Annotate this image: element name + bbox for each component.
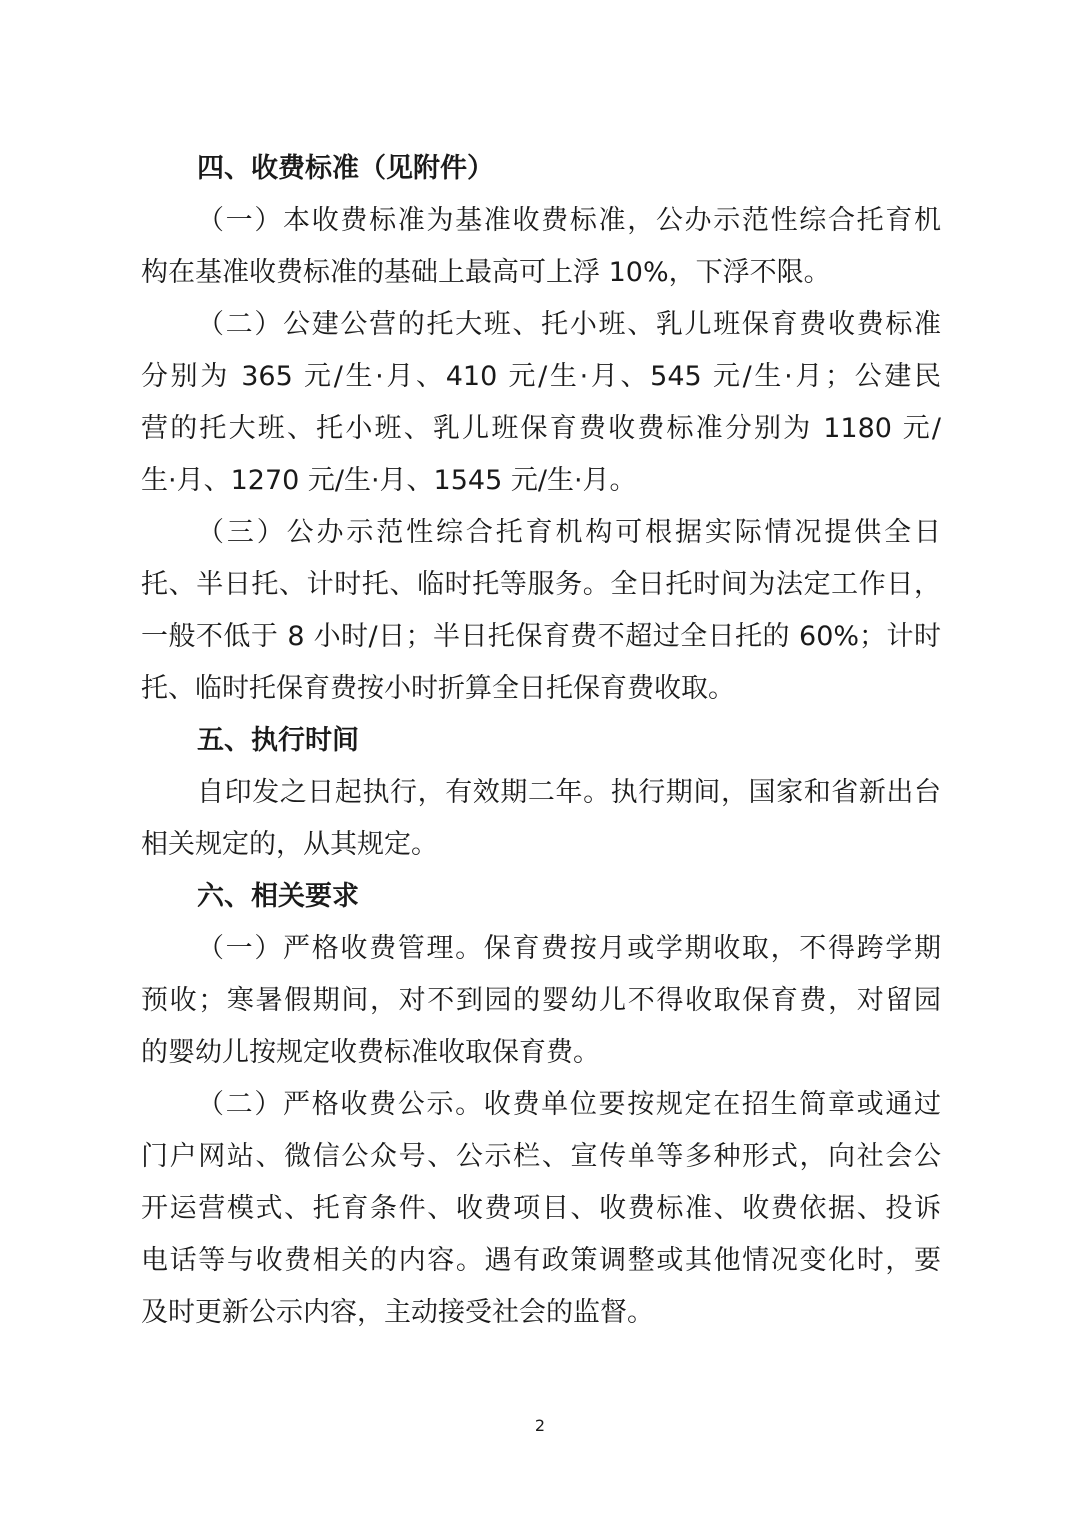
paragraph-line: 门户网站、微信公众号、公示栏、宣传单等多种形式，向社会公 — [141, 1141, 941, 1172]
paragraph-line: 生·月、1270 元/生·月、1545 元/生·月。 — [141, 465, 637, 496]
paragraph-line: 一般不低于 8 小时/日；半日托保育费不超过全日托的 60%；计时 — [141, 621, 941, 652]
paragraph-line: 营的托大班、托小班、乳儿班保育费收费标准分别为 1180 元/ — [141, 413, 941, 444]
paragraph-line: 电话等与收费相关的内容。遇有政策调整或其他情况变化时，要 — [141, 1245, 941, 1276]
page-number: 2 — [534, 1416, 546, 1435]
paragraph-line: （一）严格收费管理。保育费按月或学期收取，不得跨学期 — [197, 933, 941, 964]
section-heading-related-requirements: 六、相关要求 — [197, 881, 359, 912]
paragraph-line: 开运营模式、托育条件、收费项目、收费标准、收费依据、投诉 — [141, 1193, 941, 1224]
paragraph-line: 托、临时托保育费按小时折算全日托保育费收取。 — [141, 673, 735, 704]
paragraph-line: （二）严格收费公示。收费单位要按规定在招生简章或通过 — [197, 1089, 941, 1120]
section-heading-fee-standards: 四、收费标准（见附件） — [197, 153, 494, 184]
paragraph-line: 的婴幼儿按规定收费标准收取保育费。 — [141, 1037, 600, 1068]
paragraph-line: （三）公办示范性综合托育机构可根据实际情况提供全日 — [197, 517, 941, 548]
paragraph-line: 预收；寒暑假期间，对不到园的婴幼儿不得收取保育费，对留园 — [141, 985, 941, 1016]
paragraph-line: 自印发之日起执行，有效期二年。执行期间，国家和省新出台 — [197, 777, 941, 808]
paragraph-line: （二）公建公营的托大班、托小班、乳儿班保育费收费标准 — [197, 309, 941, 340]
paragraph-line: 构在基准收费标准的基础上最高可上浮 10%，下浮不限。 — [141, 257, 831, 288]
document-body — [141, 143, 941, 1339]
paragraph-line: 分别为 365 元/生·月、410 元/生·月、545 元/生·月；公建民 — [141, 361, 941, 392]
paragraph-line: （一）本收费标准为基准收费标准，公办示范性综合托育机 — [197, 205, 941, 236]
paragraph-line: 相关规定的，从其规定。 — [141, 829, 438, 860]
paragraph-line: 托、半日托、计时托、临时托等服务。全日托时间为法定工作日， — [141, 569, 941, 600]
paragraph-line: 及时更新公示内容，主动接受社会的监督。 — [141, 1297, 654, 1328]
section-heading-execution-time: 五、执行时间 — [197, 725, 359, 756]
